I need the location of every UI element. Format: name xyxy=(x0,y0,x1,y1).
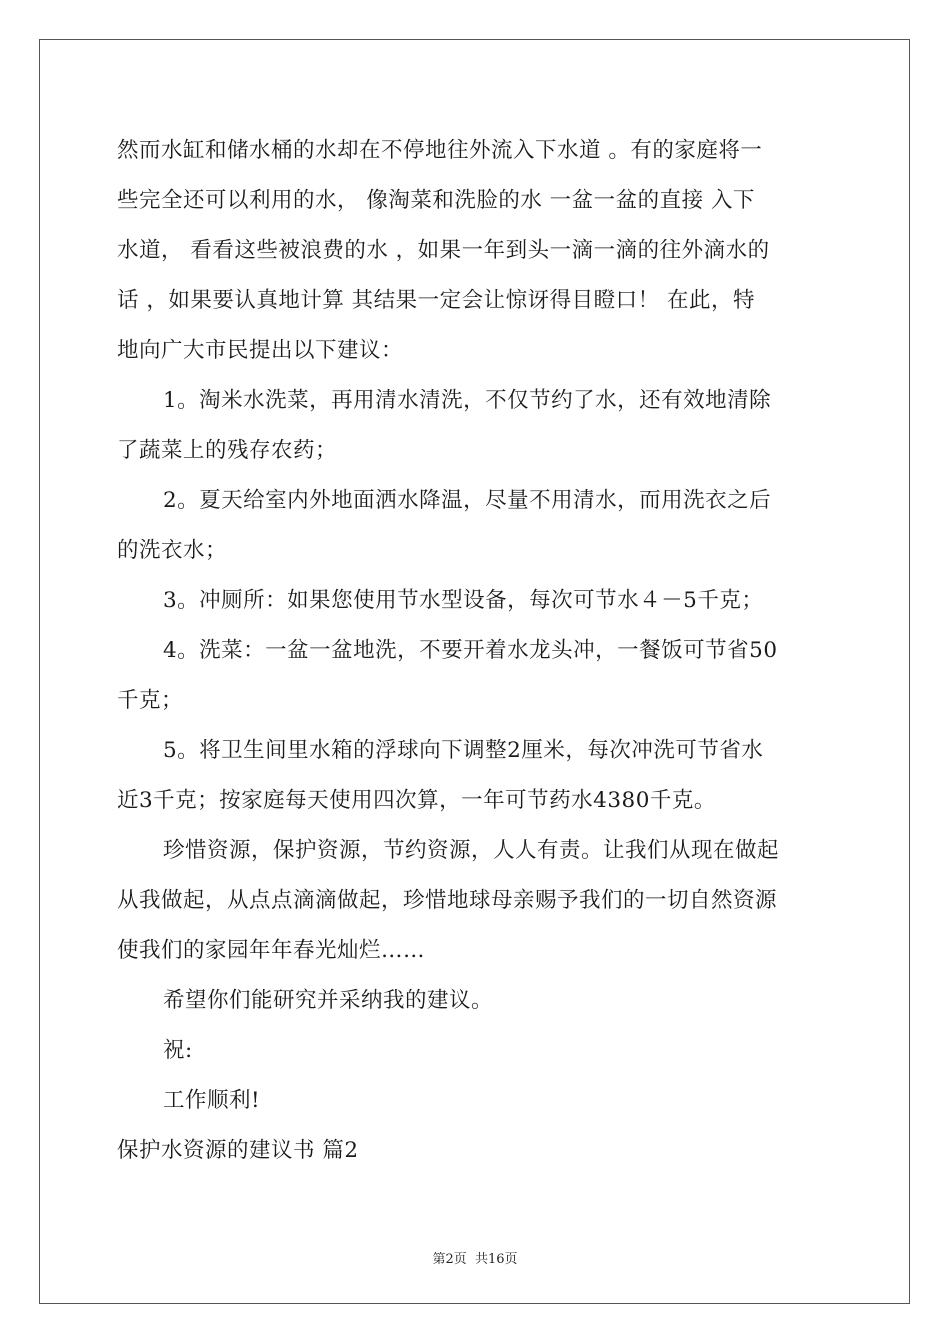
paragraph-line: 些完全还可以利用的水， 像淘菜和洗脸的水 一盆一盆的直接 入下 xyxy=(117,188,756,213)
paragraph-line: 水道， 看看这些被浪费的水 ，如果一年到头一滴一滴的往外滴水的 xyxy=(117,238,770,263)
closing-paragraph-line: 珍惜资源，保护资源，节约资源，人人有责。让我们从现在做起 xyxy=(163,838,780,863)
suggestion-4-line: 4。洗菜：一盆一盆地洗，不要开着水龙头冲，一餐饭可节省50 xyxy=(163,638,778,663)
closing-paragraph-line: 从我做起，从点点滴滴做起，珍惜地球母亲赐予我们的一切自然资源 xyxy=(117,888,778,913)
salutation-line: 祝: xyxy=(163,1038,193,1063)
suggestion-2-line: 2。夏天给室内外地面洒水降温，尽量不用清水，而用洗衣之后 xyxy=(163,488,772,513)
document-body xyxy=(117,126,837,1176)
paragraph-line: 地向广大市民提出以下建议： xyxy=(117,338,404,363)
suggestion-3-line: 3。冲厕所：如果您使用节水型设备，每次可节水４－5千克； xyxy=(163,588,764,613)
suggestion-1-line: 了蔬菜上的残存农药； xyxy=(117,438,338,463)
section-heading: 保护水资源的建议书 篇2 xyxy=(117,1138,359,1163)
suggestion-5-line: 5。将卫生间里水箱的浮球向下调整2厘米，每次冲洗可节省水 xyxy=(163,738,764,763)
suggestion-1-line: 1。淘米水洗菜，再用清水清洗，不仅节约了水，还有效地清除 xyxy=(163,388,772,413)
paragraph-line: 话 ，如果要认真地计算 其结果一定会让惊讶得目瞪口！ 在此，特 xyxy=(117,288,756,313)
paragraph-line: 然而水缸和储水桶的水却在不停地往外流入下水道 。有的家庭将一 xyxy=(117,138,763,163)
suggestion-2-line: 的洗衣水； xyxy=(117,538,228,563)
wish-line: 工作顺利! xyxy=(163,1088,261,1113)
page-number-footer: 第2页 共16页 xyxy=(432,1252,518,1267)
closing-paragraph-line: 使我们的家园年年春光灿烂…… xyxy=(117,938,426,963)
hope-line: 希望你们能研究并采纳我的建议。 xyxy=(163,988,494,1013)
suggestion-5-line: 近3千克；按家庭每天使用四次算，一年可节药水4380千克。 xyxy=(117,788,716,813)
suggestion-4-line: 千克； xyxy=(117,688,184,713)
